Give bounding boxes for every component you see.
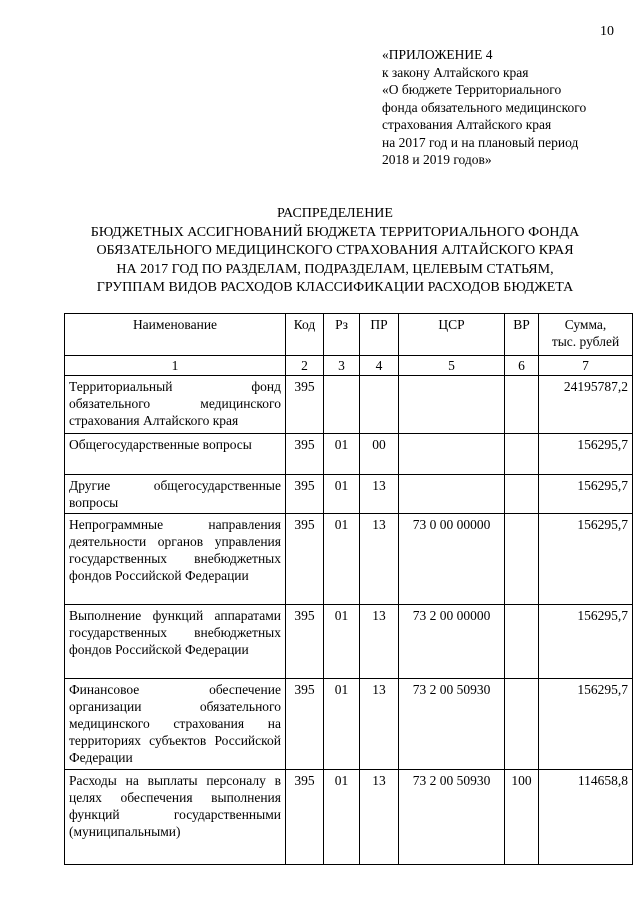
cell-rz: 01 — [324, 605, 360, 679]
title-line: НА 2017 ГОД ПО РАЗДЕЛАМ, ПОДРАЗДЕЛАМ, ЦЕЛЕВЫМ СТАТЬЯМ, — [116, 261, 554, 277]
cell-name: Расходы на выплаты персоналу в целях обеспечения выполнения функций государственными (муниципальными) — [65, 770, 286, 865]
cell-sum: 156295,7 — [539, 605, 633, 679]
column-number: 6 — [505, 356, 539, 376]
cell-rz: 01 — [324, 475, 360, 514]
table-row — [65, 770, 633, 865]
cell-csr: 73 2 00 50930 — [399, 770, 505, 865]
cell-pr: 13 — [360, 475, 399, 514]
cell-name: Территориальный фонд обязательного медицинского страхования Алтайского края — [65, 376, 286, 434]
cell-vr — [505, 605, 539, 679]
cell-kod: 395 — [286, 679, 324, 770]
document-title — [40, 205, 630, 298]
table-row — [65, 475, 633, 514]
cell-name: Другие общегосударственные вопросы — [65, 475, 286, 514]
annex-line: фонда обязательного медицинского — [382, 99, 587, 115]
cell-name: Общегосударственные вопросы — [65, 434, 286, 475]
cell-csr: 73 0 00 00000 — [399, 514, 505, 605]
header-pr: ПР — [360, 314, 399, 356]
cell-kod: 395 — [286, 514, 324, 605]
cell-rz — [324, 376, 360, 434]
cell-rz: 01 — [324, 679, 360, 770]
cell-name: Непрограммные направления деятельности органов управления государственных внебюджетных фондов Российской Федерации — [65, 514, 286, 605]
cell-sum: 156295,7 — [539, 434, 633, 475]
cell-pr: 13 — [360, 679, 399, 770]
cell-csr — [399, 434, 505, 475]
budget-table — [64, 313, 633, 865]
column-number: 4 — [360, 356, 399, 376]
cell-pr: 13 — [360, 770, 399, 865]
header-csr: ЦСР — [399, 314, 505, 356]
annex-line: к закону Алтайского края — [382, 64, 529, 80]
cell-sum: 156295,7 — [539, 679, 633, 770]
annex-line: на 2017 год и на плановый период — [382, 134, 579, 150]
cell-vr — [505, 514, 539, 605]
cell-pr: 13 — [360, 514, 399, 605]
title-line: ОБЯЗАТЕЛЬНОГО МЕДИЦИНСКОГО СТРАХОВАНИЯ АЛТАЙСКОГО КРАЯ — [96, 243, 574, 258]
header-sum — [539, 314, 633, 356]
cell-rz: 01 — [324, 434, 360, 475]
cell-sum: 156295,7 — [539, 475, 633, 514]
header-sum-line: Сумма, — [564, 317, 607, 332]
annex-header — [382, 46, 632, 169]
cell-kod: 395 — [286, 605, 324, 679]
header-kod: Код — [286, 314, 324, 356]
cell-kod: 395 — [286, 376, 324, 434]
header-name: Наименование — [65, 314, 286, 356]
cell-pr: 00 — [360, 434, 399, 475]
table-row — [65, 434, 633, 475]
title-line: ГРУППАМ ВИДОВ РАСХОДОВ КЛАССИФИКАЦИИ РАСХОДОВ БЮДЖЕТА — [96, 280, 574, 295]
table-row — [65, 679, 633, 770]
cell-rz: 01 — [324, 514, 360, 605]
annex-line: 2018 и 2019 годов» — [382, 152, 492, 167]
column-number: 7 — [539, 356, 633, 376]
table-row — [65, 376, 633, 434]
cell-sum: 24195787,2 — [539, 376, 633, 434]
cell-kod: 395 — [286, 434, 324, 475]
cell-vr — [505, 475, 539, 514]
title-line: РАСПРЕДЕЛЕНИЕ — [277, 206, 393, 221]
cell-csr: 73 2 00 00000 — [399, 605, 505, 679]
cell-pr — [360, 376, 399, 434]
column-number-row — [65, 356, 633, 376]
cell-vr — [505, 376, 539, 434]
cell-csr — [399, 376, 505, 434]
table-row — [65, 514, 633, 605]
header-sum-line: тыс. рублей — [551, 334, 620, 349]
cell-sum: 156295,7 — [539, 514, 633, 605]
cell-name: Финансовое обеспечение организации обязательного медицинского страхования на территориях субъектов Российской Федерации — [65, 679, 286, 770]
cell-rz: 01 — [324, 770, 360, 865]
column-number: 2 — [286, 356, 324, 376]
cell-sum: 114658,8 — [539, 770, 633, 865]
annex-line: «ПРИЛОЖЕНИЕ 4 — [382, 47, 493, 62]
cell-kod: 395 — [286, 475, 324, 514]
table-header-row — [65, 314, 633, 356]
header-rz: Рз — [324, 314, 360, 356]
cell-pr: 13 — [360, 605, 399, 679]
column-number: 3 — [324, 356, 360, 376]
annex-line: «О бюджете Территориального — [382, 82, 562, 97]
annex-line: страхования Алтайского края — [382, 117, 552, 132]
cell-name: Выполнение функций аппаратами государственных внебюджетных фондов Российской Федерации — [65, 605, 286, 679]
column-number: 5 — [399, 356, 505, 376]
header-vr: ВР — [505, 314, 539, 356]
cell-csr: 73 2 00 50930 — [399, 679, 505, 770]
column-number: 1 — [65, 356, 286, 376]
cell-vr: 100 — [505, 770, 539, 865]
cell-csr — [399, 475, 505, 514]
cell-vr — [505, 679, 539, 770]
cell-vr — [505, 434, 539, 475]
page-number: 10 — [600, 24, 614, 39]
title-line: БЮДЖЕТНЫХ АССИГНОВАНИЙ БЮДЖЕТА ТЕРРИТОРИАЛЬНОГО ФОНДА — [90, 224, 580, 240]
cell-kod: 395 — [286, 770, 324, 865]
table-row — [65, 605, 633, 679]
